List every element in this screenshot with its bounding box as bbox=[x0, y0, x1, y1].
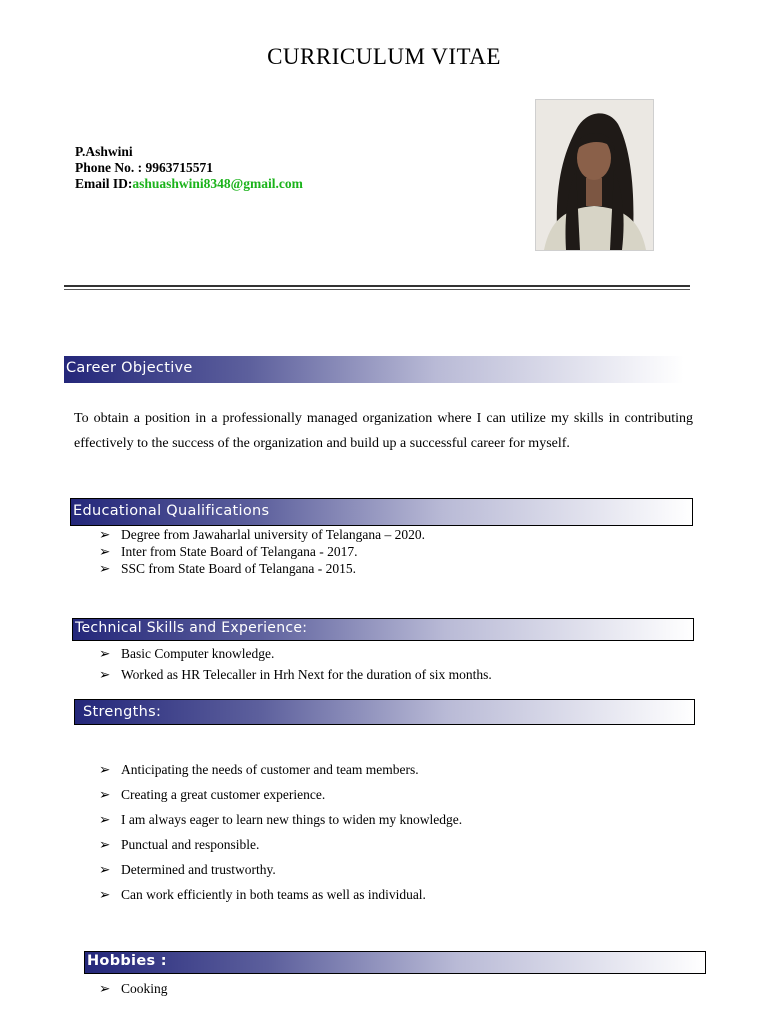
arrow-bullet-icon: ➢ bbox=[99, 762, 111, 777]
list-item-text: Degree from Jawaharlal university of Telangana – 2020. bbox=[121, 527, 425, 542]
education-heading: Educational Qualifications bbox=[70, 498, 693, 526]
technical-skills-list bbox=[99, 643, 492, 685]
phone-line bbox=[75, 160, 303, 176]
list-item-text: Creating a great customer experience. bbox=[121, 787, 326, 802]
list-item bbox=[99, 782, 462, 807]
list-item-text: Punctual and responsible. bbox=[121, 837, 260, 852]
list-item bbox=[99, 807, 462, 832]
phone-number: 9963715571 bbox=[145, 160, 213, 175]
list-item bbox=[99, 882, 462, 907]
list-item bbox=[99, 857, 462, 882]
arrow-bullet-icon: ➢ bbox=[99, 862, 111, 877]
arrow-bullet-icon: ➢ bbox=[99, 527, 111, 542]
contact-block bbox=[75, 144, 303, 192]
technical-skills-heading: Technical Skills and Experience: bbox=[72, 618, 694, 641]
arrow-bullet-icon: ➢ bbox=[99, 837, 111, 852]
applicant-name: P.Ashwini bbox=[75, 144, 133, 159]
career-objective-text: To obtain a position in a professionally managed organization where I can utilize my skills in contributing effectively to the success of the organization and build up a successful career for myself. bbox=[74, 411, 693, 451]
list-item-text: Determined and trustworthy. bbox=[121, 862, 276, 877]
divider-line-secondary bbox=[64, 289, 690, 290]
email-address[interactable]: ashuashwini8348@gmail.com bbox=[132, 176, 303, 191]
phone-label: Phone No. : bbox=[75, 160, 146, 175]
portrait-image bbox=[536, 100, 653, 250]
list-item-text: SSC from State Board of Telangana - 2015. bbox=[121, 561, 357, 576]
arrow-bullet-icon: ➢ bbox=[99, 787, 111, 802]
divider-line bbox=[64, 285, 690, 287]
arrow-bullet-icon: ➢ bbox=[99, 667, 111, 682]
list-item-text: I am always eager to learn new things to widen my knowledge. bbox=[121, 812, 463, 827]
list-item-text: Basic Computer knowledge. bbox=[121, 646, 275, 661]
list-item bbox=[99, 757, 462, 782]
list-item bbox=[99, 560, 425, 577]
education-list bbox=[99, 526, 425, 577]
list-item bbox=[99, 526, 425, 543]
list-item bbox=[99, 979, 168, 999]
list-item bbox=[99, 664, 492, 685]
document-title: CURRICULUM VITAE bbox=[267, 44, 501, 69]
arrow-bullet-icon: ➢ bbox=[99, 544, 111, 559]
arrow-bullet-icon: ➢ bbox=[99, 812, 111, 827]
list-item bbox=[99, 832, 462, 857]
list-item-text: Anticipating the needs of customer and team members. bbox=[121, 762, 419, 777]
arrow-bullet-icon: ➢ bbox=[99, 646, 111, 661]
list-item-text: Cooking bbox=[121, 981, 168, 996]
hobbies-list bbox=[99, 979, 168, 999]
strengths-heading: Strengths: bbox=[74, 699, 695, 725]
arrow-bullet-icon: ➢ bbox=[99, 887, 111, 902]
strengths-list bbox=[99, 757, 462, 907]
profile-photo bbox=[535, 99, 654, 251]
email-line bbox=[75, 176, 303, 192]
arrow-bullet-icon: ➢ bbox=[99, 981, 111, 996]
list-item bbox=[99, 643, 492, 664]
list-item-text: Can work efficiently in both teams as well as individual. bbox=[121, 887, 426, 902]
hobbies-heading: Hobbies : bbox=[84, 951, 706, 974]
arrow-bullet-icon: ➢ bbox=[99, 561, 111, 576]
list-item bbox=[99, 543, 425, 560]
list-item-text: Worked as HR Telecaller in Hrh Next for the duration of six months. bbox=[121, 667, 492, 682]
career-objective-heading: Career Objective bbox=[64, 356, 684, 383]
list-item-text: Inter from State Board of Telangana - 2017. bbox=[121, 544, 358, 559]
email-label: Email ID: bbox=[75, 176, 133, 191]
